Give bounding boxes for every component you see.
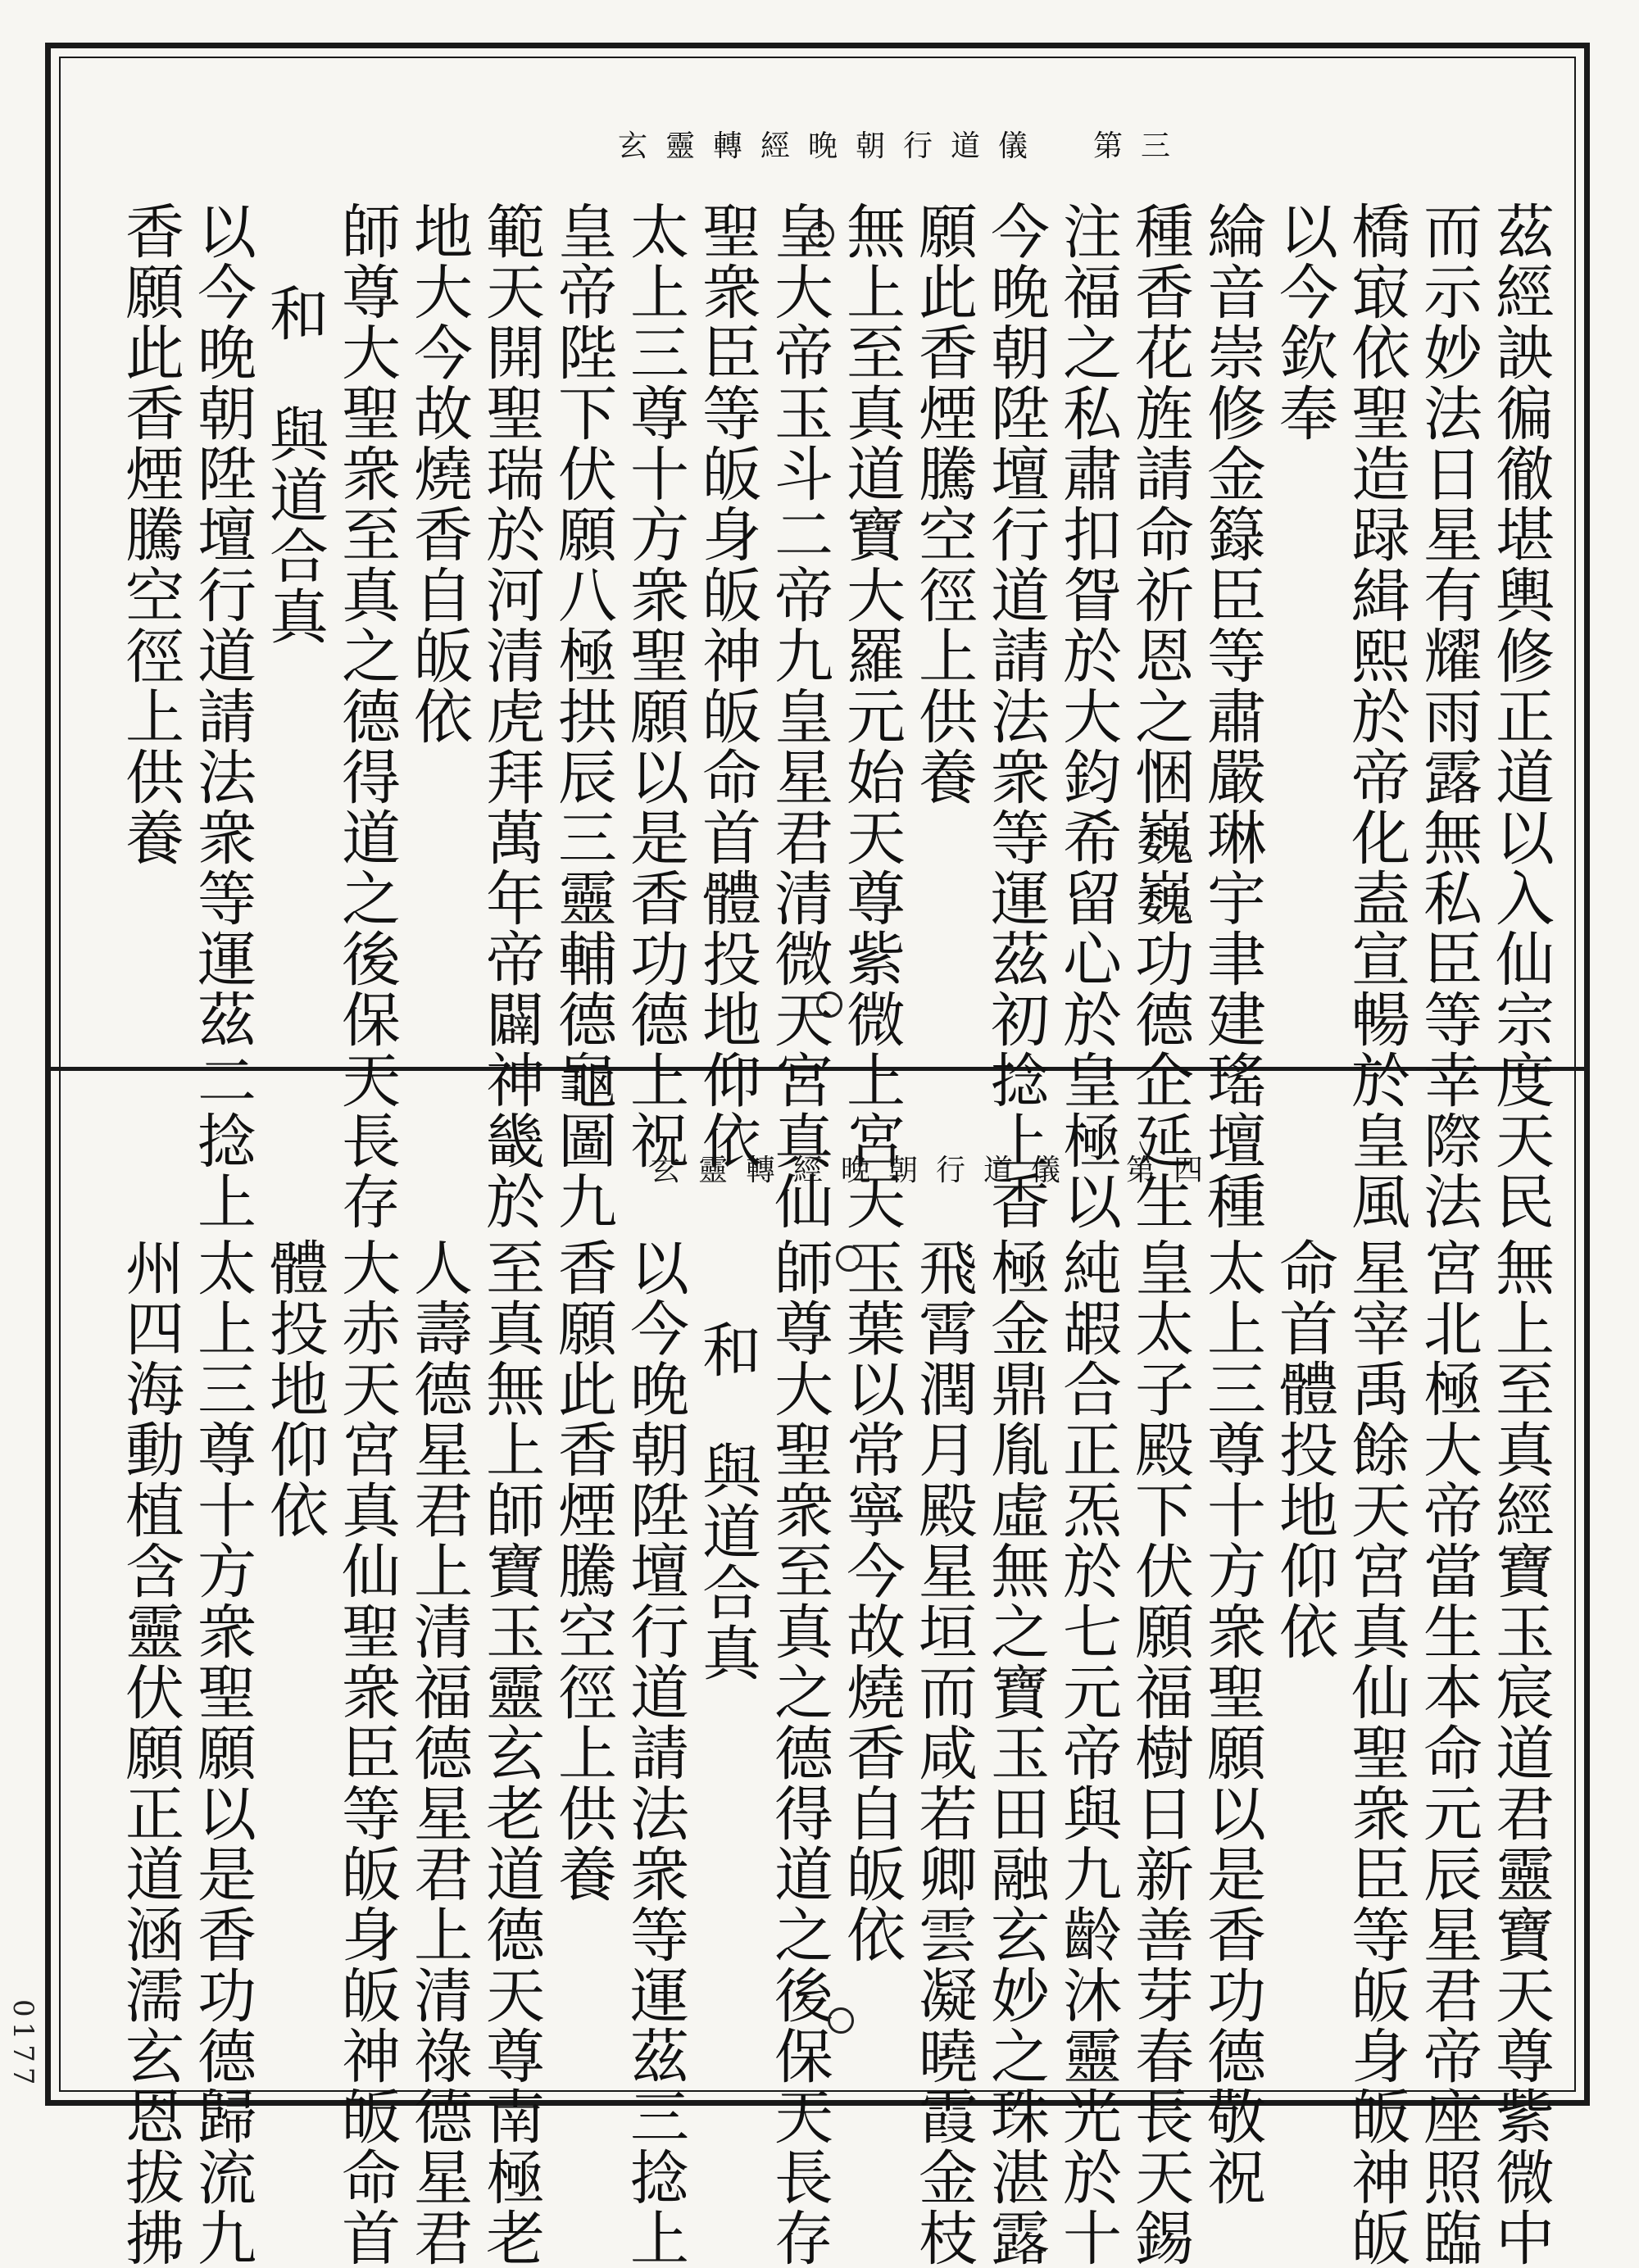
text-column: 皇太子殿下伏願福樹日新善芽春長天錫	[1125, 1237, 1194, 2268]
text-column: 玉葉以常寧今故燒香自皈依	[837, 1237, 906, 1965]
text-column: 無上至真道寶大羅元始天尊紫微上宮天	[837, 201, 906, 1232]
text-column: 種香花旌請命祈恩之悃巍巍功德企延生	[1125, 201, 1194, 1232]
bottom-panel	[74, 1147, 1565, 2268]
text-column: 和 與道合真	[260, 283, 329, 646]
text-column: 州四海動植含靈伏願正道涵濡玄恩拔拂	[116, 1237, 184, 2268]
text-column: 而示妙法日星有耀雨露無私臣等幸際法	[1414, 201, 1482, 1232]
top-panel-header: 玄靈轉經晚朝行道儀 第三	[617, 129, 1188, 163]
text-column: 極金鼎胤虛無之寶玉田融玄妙之珠湛露	[981, 1237, 1050, 2268]
text-column: 注福之私肅扣眢於大鈞希留心於皇極以	[1053, 201, 1122, 1232]
text-column: 地大今故燒香自皈依	[404, 201, 473, 746]
text-column: 純嘏合正炁於七元帝與九齡沐靈光於十	[1053, 1237, 1122, 2268]
text-column: 飛霄潤月殿星垣而咸若卿雲凝曉霞金枝	[909, 1237, 978, 2268]
circle-mark	[836, 1245, 862, 1272]
text-column: 聖衆臣等皈身皈神皈命首體投地仰依	[692, 201, 761, 1171]
text-column: 願此香煙騰空徑上供養	[909, 201, 978, 807]
text-column: 橋㝡依聖造䟿緝熙於帝化盍宣暢於皇風	[1342, 201, 1410, 1232]
text-column: 宮北極大帝當生本命元辰星君帝座照臨	[1414, 1237, 1482, 2268]
text-column: 範天開聖瑞於河清虎拜萬年帝闢神畿於	[476, 201, 545, 1232]
text-column: 體投地仰依	[260, 1237, 329, 1540]
text-column: 綸音崇修金籙臣等肅嚴琳宇聿建瑤壇種	[1197, 201, 1266, 1232]
text-column: 命首體投地仰依	[1269, 1237, 1338, 1662]
text-column: 太上三尊十方衆聖願以是香功德敬祝	[1197, 1237, 1266, 2207]
text-column: 太上三尊十方衆聖願以是香功德上祝	[620, 201, 689, 1171]
text-column: 無上至真經寶玉宸道君靈寶天尊紫微中	[1486, 1237, 1555, 2268]
text-column: 師尊大聖衆至真之德得道之後保天長存	[332, 201, 401, 1232]
text-column: 以今晚朝陞壇行道請法衆等運茲二捻上	[188, 201, 257, 1232]
text-column: 人壽德星君上清福德星君上清祿德星君	[404, 1237, 473, 2268]
text-column: 師尊大聖衆至真之德得道之後保天長存	[765, 1237, 833, 2268]
text-column: 星宰禹餘天宮真仙聖衆臣等皈身皈神皈	[1342, 1237, 1410, 2268]
text-column: 皇帝陛下伏願八極拱辰三靈輔德龜圖九	[548, 201, 617, 1232]
text-column: 大赤天宮真仙聖衆臣等皈身皈神皈命首	[332, 1237, 401, 2268]
text-column: 香願此香煙騰空徑上供養	[116, 201, 184, 868]
bottom-panel-header: 玄靈轉經晚朝行道儀 第四	[650, 1154, 1221, 1187]
text-column: 今晚朝陞壇行道請法衆等運茲初捻上香	[981, 201, 1050, 1232]
text-column: 以今晚朝陞壇行道請法衆等運茲三捻上	[620, 1237, 689, 2268]
text-column: 香願此香煙騰空徑上供養	[548, 1237, 617, 1904]
text-column: 和 與道合真	[692, 1319, 761, 1683]
circle-mark	[808, 221, 834, 247]
circle-mark	[828, 2007, 854, 2034]
text-column: 太上三尊十方衆聖願以是香功德歸流九	[188, 1237, 257, 2268]
text-column: 至真無上師寶玉靈玄老道德天尊南極老	[476, 1237, 545, 2268]
circle-mark	[816, 991, 842, 1018]
text-column: 茲經詇徧徹堪輿修正道以入仙宗度天民	[1486, 201, 1555, 1232]
text-column: 以今欽奉	[1269, 201, 1338, 443]
page-number: 0177	[7, 1999, 39, 2090]
text-column: 皇大帝玉斗二帝九皇星君清微天宮真仙	[765, 201, 833, 1232]
